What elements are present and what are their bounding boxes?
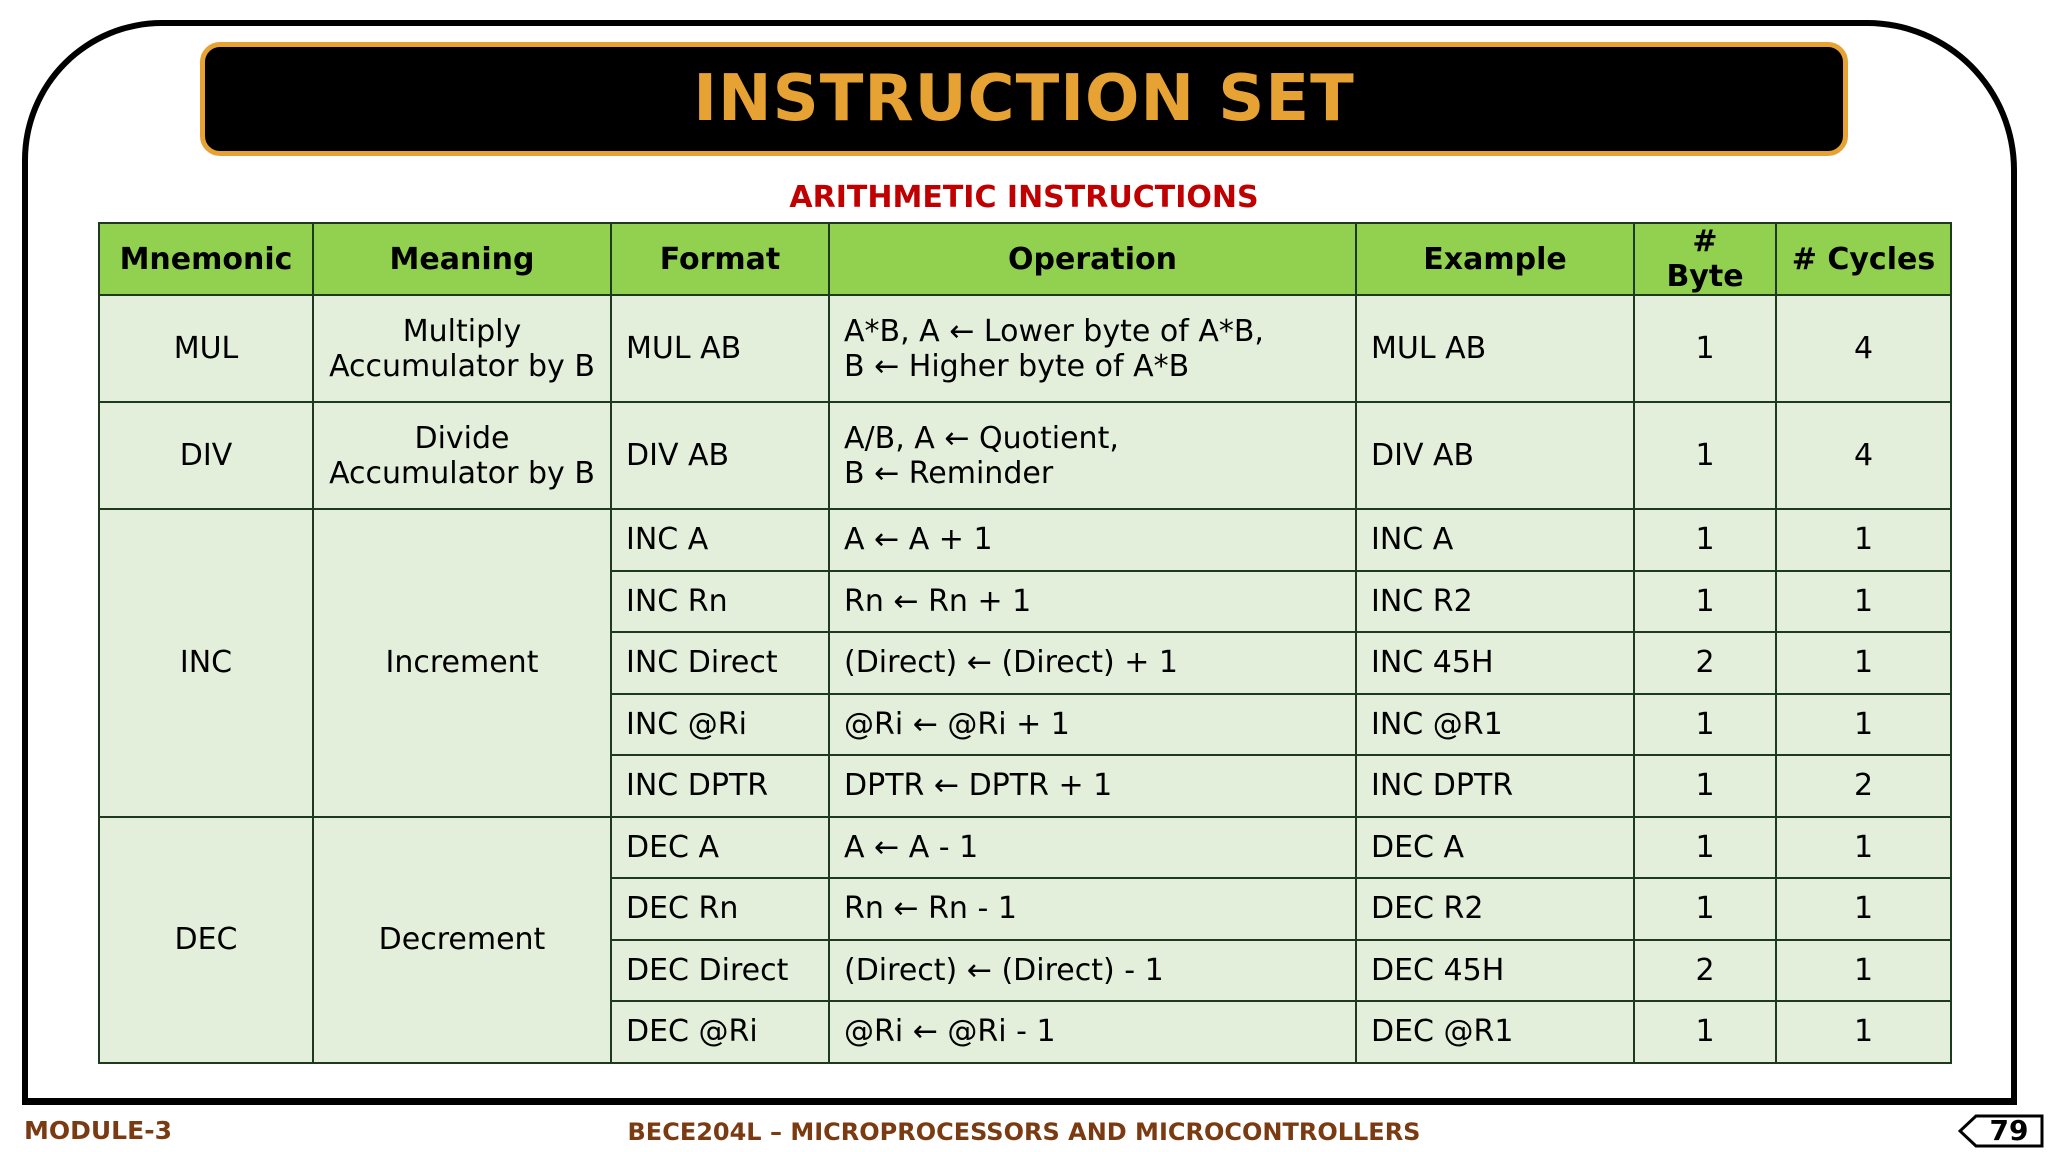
operation-line: B ← Higher byte of A*B [844,348,1190,384]
operation-line: DPTR ← DPTR + 1 [844,768,1113,804]
operation-cell [829,402,1356,509]
format-cell: DIV AB [611,402,829,509]
example-cell: INC R2 [1356,571,1634,633]
operation-cell [829,1001,1356,1063]
operation-cell [829,571,1356,633]
example-cell: INC DPTR [1356,755,1634,817]
format-cell: INC DPTR [611,755,829,817]
mnemonic-cell: DIV [99,402,313,509]
meaning-line: Decrement [378,922,546,957]
byte-cell: 2 [1634,940,1776,1002]
byte-cell: 1 [1634,878,1776,940]
cycles-cell: 1 [1776,940,1951,1002]
cycles-cell: 1 [1776,571,1951,633]
header-operation: Operation [829,223,1356,295]
cycles-cell: 4 [1776,402,1951,509]
table-header-row [99,223,1951,295]
format-cell: INC Direct [611,632,829,694]
cycles-cell: 1 [1776,509,1951,571]
operation-line: A/B, A ← Quotient, [844,420,1119,456]
cycles-cell: 2 [1776,755,1951,817]
byte-cell: 1 [1634,509,1776,571]
table-body [99,295,1951,1063]
format-cell: DEC @Ri [611,1001,829,1063]
header-byte: # Byte [1634,223,1776,295]
operation-line: @Ri ← @Ri + 1 [844,706,1070,742]
meaning-line: Multiply [402,313,522,349]
operation-cell [829,817,1356,879]
cycles-cell: 1 [1776,817,1951,879]
cycles-cell: 1 [1776,1001,1951,1063]
operation-line: A ← A + 1 [844,522,993,558]
example-cell: INC A [1356,509,1634,571]
example-cell: DEC @R1 [1356,1001,1634,1063]
example-cell: DIV AB [1356,402,1634,509]
operation-cell [829,295,1356,402]
table-row [99,509,1951,571]
header-cycles: # Cycles [1776,223,1951,295]
format-cell: INC A [611,509,829,571]
format-cell: DEC Rn [611,878,829,940]
meaning-cell [313,509,611,817]
table-row [99,817,1951,879]
operation-line: A ← A - 1 [844,829,979,865]
format-cell: INC @Ri [611,694,829,756]
operation-line: B ← Reminder [844,455,1054,491]
meaning-line: Divide [414,420,510,456]
byte-cell: 2 [1634,632,1776,694]
meaning-cell [313,817,611,1063]
mnemonic-cell: MUL [99,295,313,402]
operation-line: A*B, A ← Lower byte of A*B, [844,313,1264,349]
header-meaning: Meaning [313,223,611,295]
instruction-table [98,222,1952,1064]
meaning-line: Increment [385,645,539,681]
operation-cell [829,940,1356,1002]
title-banner [200,42,1848,156]
byte-cell: 1 [1634,694,1776,756]
operation-cell [829,878,1356,940]
example-cell: MUL AB [1356,295,1634,402]
table-row [99,402,1951,509]
byte-cell: 1 [1634,817,1776,879]
byte-cell: 1 [1634,1001,1776,1063]
table-row [99,295,1951,402]
format-cell: DEC Direct [611,940,829,1002]
operation-cell [829,632,1356,694]
course-label: BECE204L – MICROPROCESSORS AND MICROCONTROLLERS [627,1118,1421,1146]
operation-cell [829,694,1356,756]
operation-line: Rn ← Rn + 1 [844,583,1032,619]
operation-cell [829,755,1356,817]
page-number-badge [1958,1114,2044,1148]
byte-cell: 1 [1634,402,1776,509]
header-mnemonic: Mnemonic [99,223,313,295]
cycles-cell: 1 [1776,632,1951,694]
header-example: Example [1356,223,1634,295]
section-subtitle: ARITHMETIC INSTRUCTIONS [789,180,1259,215]
meaning-cell [313,402,611,509]
example-cell: INC @R1 [1356,694,1634,756]
example-cell: DEC A [1356,817,1634,879]
byte-cell: 1 [1634,755,1776,817]
mnemonic-cell: INC [99,509,313,817]
format-cell: MUL AB [611,295,829,402]
example-cell: DEC R2 [1356,878,1634,940]
operation-line: Rn ← Rn - 1 [844,891,1017,927]
byte-cell: 1 [1634,295,1776,402]
format-cell: DEC A [611,817,829,879]
operation-cell [829,509,1356,571]
meaning-cell [313,295,611,402]
page-number: 79 [1989,1114,2029,1147]
mnemonic-cell: DEC [99,817,313,1063]
slide-title: INSTRUCTION SET [693,62,1355,136]
byte-cell: 1 [1634,571,1776,633]
example-cell: DEC 45H [1356,940,1634,1002]
example-cell: INC 45H [1356,632,1634,694]
cycles-cell: 1 [1776,694,1951,756]
module-label: MODULE-3 [24,1116,172,1145]
cycles-cell: 1 [1776,878,1951,940]
operation-line: @Ri ← @Ri - 1 [844,1014,1056,1050]
operation-line: (Direct) ← (Direct) - 1 [844,952,1164,988]
cycles-cell: 4 [1776,295,1951,402]
meaning-line: Accumulator by B [329,348,595,384]
header-format: Format [611,223,829,295]
format-cell: INC Rn [611,571,829,633]
operation-line: (Direct) ← (Direct) + 1 [844,645,1178,681]
meaning-line: Accumulator by B [329,455,595,491]
